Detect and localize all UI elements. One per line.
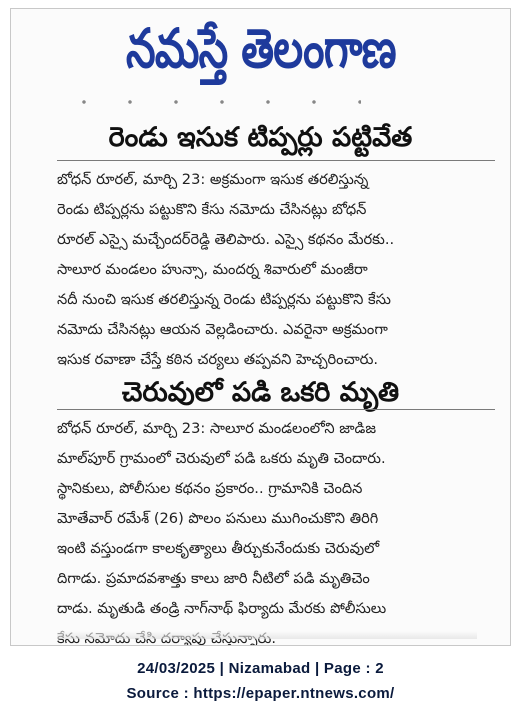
- newspaper-clipping: [10, 8, 511, 646]
- article-line: నదీ నుంచి ఇసుక తరలిస్తున్న రెండు టిప్పర్లను పట్టుకొని కేసు: [57, 291, 391, 308]
- article-line: ఇసుక రవాణా చేస్తే కఠిన చర్యలు తప్పవని హెచ్చరించారు.: [57, 351, 379, 368]
- article-line: మాల్‌పూర్ గ్రామంలో చెరువులో పడి ఒకరు మృతి చెందారు.: [57, 450, 386, 467]
- article-line: బోధన్ రూరల్, మార్చి 23: అక్రమంగా ఇసుక తరలిస్తున్న: [57, 171, 369, 188]
- newspaper-title: నమస్తే తెలంగాణ: [125, 17, 396, 80]
- article-line: నమోదు చేసినట్లు ఆయన వెల్లడించారు. ఎవరైనా అక్రమంగా: [57, 321, 388, 338]
- article-1-body: [57, 165, 493, 375]
- divider: [57, 409, 495, 410]
- article-line: దాడు. మృతుడి తండ్రి నాగ్‌నాథ్ ఫిర్యాదు మేరకు పోలీసులు: [57, 600, 387, 617]
- clipping-date-edition-page: 24/03/2025 | Nizamabad | Page : 2: [137, 660, 384, 677]
- cut-off-text-fragment: [61, 99, 361, 105]
- article-line: సాలూర మండలం హున్సా, మందర్న శివారులో మంజీరా: [57, 261, 368, 278]
- article-line: రూరల్ ఎస్సై మచ్చేందర్‌రెడ్డి తెలిపారు. ఎస్సై కథనం మేరకు..: [57, 231, 395, 248]
- article-2-headline: చెరువులో పడి ఒకరి మృతి: [121, 377, 400, 408]
- article-line: బోధన్ రూరల్, మార్చి 23: సాలూర మండలంలోని జాడిజ: [57, 420, 377, 437]
- clipping-source-url: Source : https://epaper.ntnews.com/: [126, 685, 395, 702]
- masthead: [11, 9, 510, 89]
- cut-off-text-fragment: [57, 631, 477, 639]
- article-1-headline: రెండు ఇసుక టిప్పర్లు పట్టివేత: [108, 122, 413, 153]
- article-line: దిగాడు. ప్రమాదవశాత్తు కాలు జారి నీటిలో పడి మృతిచెం: [57, 570, 370, 587]
- article-2-body: [57, 414, 493, 646]
- article-line: మోతేవార్ రమేశ్ (26) పొలం పనులు ముగించుకొని తిరిగి: [57, 510, 379, 527]
- article-line: స్థానికులు, పోలీసుల కథనం ప్రకారం.. గ్రామానికి చెందిన: [57, 480, 363, 497]
- article-line: ఇంటి వస్తుండగా కాలకృత్యాలు తీర్చుకునేందుకు చెరువులో: [57, 540, 380, 557]
- divider: [57, 160, 495, 161]
- article-line: రెండు టిప్పర్లను పట్టుకొని కేసు నమోదు చేసినట్లు బోధన్: [57, 201, 367, 218]
